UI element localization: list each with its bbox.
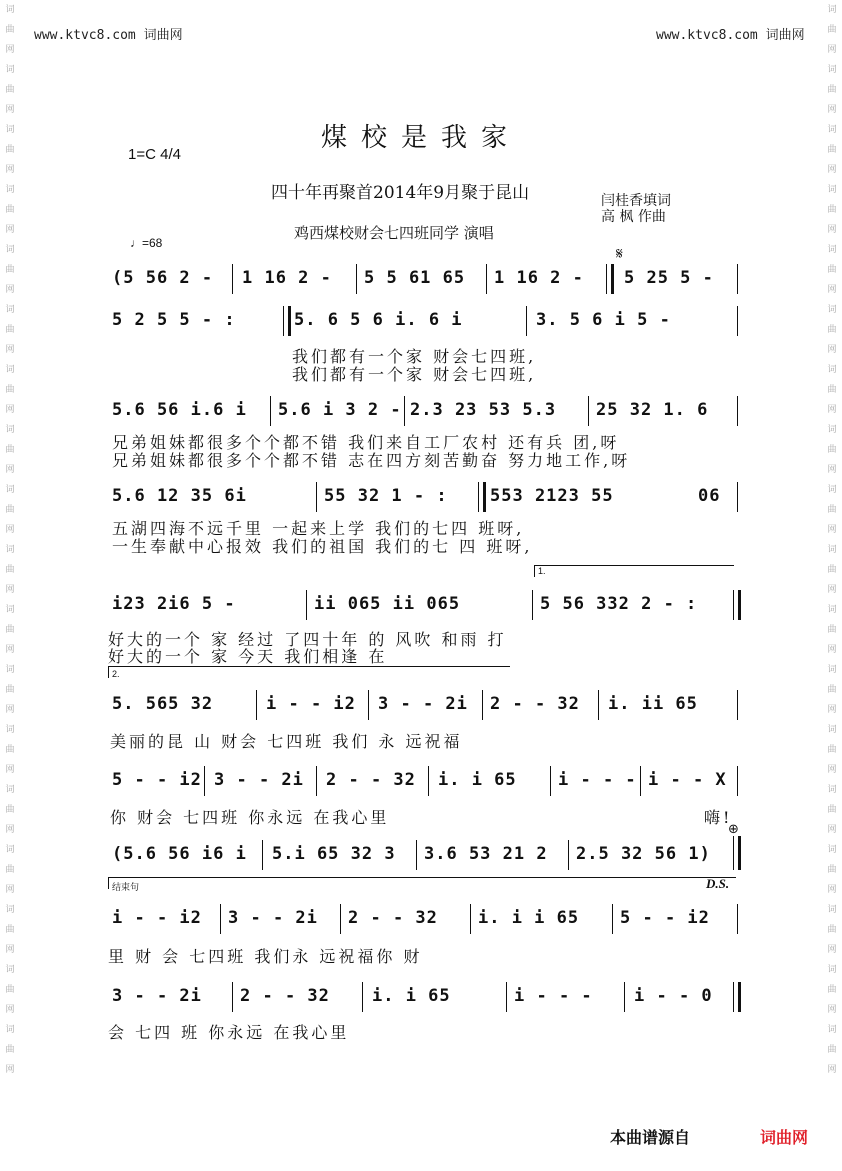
lyric-exclamation: 嗨! xyxy=(704,808,733,827)
final-barline xyxy=(733,836,741,870)
measure-note-group: i. i i 65 xyxy=(478,908,580,928)
measure-note-group: 5.i 65 32 3 xyxy=(272,844,396,864)
repeat-start-barline xyxy=(606,264,614,294)
site-url-left[interactable]: www.ktvc8.com 词曲网 xyxy=(34,28,183,43)
measure-note-group: i - - - xyxy=(558,770,637,790)
measure-note-group: 2 - - 32 xyxy=(326,770,416,790)
measure-note-group: i. ii 65 xyxy=(608,694,698,714)
barline xyxy=(482,690,483,720)
repeat-barline xyxy=(478,482,486,512)
measure-note-group: 2 - - 32 xyxy=(490,694,580,714)
barline xyxy=(316,482,317,512)
measure-note-group: i - - 0 xyxy=(634,986,713,1006)
measure-note-group: 5.6 12 35 6i xyxy=(112,486,247,506)
volta-bracket xyxy=(108,666,510,667)
right-margin-watermark: 词曲网词曲网词曲网词曲网词曲网词曲网词曲网词曲网词曲网词曲网词曲网词曲网词曲网词曲网词曲网词曲网词曲网词曲网 xyxy=(827,5,837,1075)
measure-note-group: 5 56 332 2 - : xyxy=(540,594,698,614)
measure-note-group: i - - - xyxy=(514,986,593,1006)
barline xyxy=(486,264,487,294)
lyric-line: 里 财 会 七四班 我们永 远祝福你 财 xyxy=(108,947,423,966)
measure-note-group: i - - X xyxy=(648,770,727,790)
barline xyxy=(232,982,233,1012)
barline xyxy=(270,396,271,426)
barline xyxy=(737,904,738,934)
lyric-line: 我们都有一个家 财会七四班, xyxy=(292,347,537,366)
barline xyxy=(737,690,738,720)
barline xyxy=(256,690,257,720)
barline xyxy=(262,840,263,870)
measure-note-group: 5 2 5 5 - : xyxy=(112,310,236,330)
repeat-barline xyxy=(283,306,291,336)
barline xyxy=(470,904,471,934)
measure-note-group: 5. 565 32 xyxy=(112,694,214,714)
measure-note-group: 3. 5 6 i 5 - xyxy=(536,310,671,330)
barline xyxy=(204,766,205,796)
barline xyxy=(506,982,507,1012)
measure-note-group: 2.3 23 53 5.3 xyxy=(410,400,557,420)
barline xyxy=(404,396,405,426)
barline xyxy=(232,264,233,294)
volta-label: 1. xyxy=(538,566,546,576)
measure-note-group: 3 - - 2i xyxy=(378,694,468,714)
volta-label: 2. xyxy=(112,669,120,679)
measure-note-group: 5.6 56 i.6 i xyxy=(112,400,247,420)
repeat-end-barline xyxy=(733,590,741,620)
measure-note-group: i23 2i6 5 - xyxy=(112,594,236,614)
measure-note-group: 2 - - 32 xyxy=(240,986,330,1006)
barline xyxy=(340,904,341,934)
volta-bracket-edge xyxy=(108,666,109,678)
measure-note-group: 2.5 32 56 1) xyxy=(576,844,711,864)
measure-note-group: 5 5 61 65 xyxy=(364,268,466,288)
barline xyxy=(737,482,738,512)
performer-credit: 鸡西煤校财会七四班同学 演唱 xyxy=(294,224,494,242)
lyricist-credit: 闫桂香填词 xyxy=(601,193,671,209)
barline xyxy=(624,982,625,1012)
barline xyxy=(737,766,738,796)
measure-note-group: 3 - - 2i xyxy=(228,908,318,928)
lyric-line: 美丽的昆 山 财会 七四班 我们 永 远祝福 xyxy=(110,732,463,751)
lyric-line: 好大的一个 家 今天 我们相逢 在 xyxy=(108,647,388,666)
barline xyxy=(316,766,317,796)
barline xyxy=(526,306,527,336)
lyric-line: 五湖四海不远千里 一起来上学 我们的七四 班呀, xyxy=(112,519,525,538)
lyric-line: 兄弟姐妹都很多个个都不错 志在四方刻苦勤奋 努力地工作,呀 xyxy=(112,451,631,470)
measure-note-group: 5 25 5 - xyxy=(624,268,714,288)
barline xyxy=(737,306,738,336)
lyric-line: 会 七四 班 你永远 在我心里 xyxy=(108,1023,350,1042)
measure-note-group: 55 32 1 - : xyxy=(324,486,448,506)
lyric-line: 好大的一个 家 经过 了四十年 的 风吹 和雨 打 xyxy=(108,630,507,649)
lyric-line: 我们都有一个家 财会七四班, xyxy=(292,365,537,384)
volta-bracket-edge xyxy=(534,565,535,577)
volta-bracket xyxy=(534,565,734,566)
measure-note-group: 553 2123 55 xyxy=(490,486,614,506)
measure-note-group: i. i 65 xyxy=(372,986,451,1006)
barline xyxy=(356,264,357,294)
segno-icon: 𝄋 xyxy=(616,244,623,263)
left-margin-watermark: 词曲网词曲网词曲网词曲网词曲网词曲网词曲网词曲网词曲网词曲网词曲网词曲网词曲网词曲网词曲网词曲网词曲网词曲网 xyxy=(5,5,15,1075)
measure-note-group: 5. 6 5 6 i. 6 i xyxy=(294,310,463,330)
ending-bracket-edge xyxy=(108,877,109,889)
measure-note-group: 06 xyxy=(698,486,721,506)
barline xyxy=(737,396,738,426)
measure-note-group: ii 065 ii 065 xyxy=(314,594,461,614)
barline xyxy=(368,690,369,720)
measure-note-group: 5 - - i2 xyxy=(112,770,202,790)
ending-bracket xyxy=(108,877,736,878)
measure-note-group: (5.6 56 i6 i xyxy=(112,844,247,864)
measure-note-group: 5 - - i2 xyxy=(620,908,710,928)
measure-note-group: 25 32 1. 6 xyxy=(596,400,709,420)
barline xyxy=(416,840,417,870)
measure-note-group: 2 - - 32 xyxy=(348,908,438,928)
barline xyxy=(220,904,221,934)
lyric-line: 你 财会 七四班 你永远 在我心里 xyxy=(110,808,390,827)
barline xyxy=(588,396,589,426)
measure-note-group: 3 - - 2i xyxy=(112,986,202,1006)
barline xyxy=(550,766,551,796)
measure-note-group: 1 16 2 - xyxy=(494,268,584,288)
coda-icon: ⊕ xyxy=(728,822,739,837)
measure-note-group: (5 56 2 - xyxy=(112,268,214,288)
final-barline xyxy=(733,982,741,1012)
measure-note-group: 1 16 2 - xyxy=(242,268,332,288)
lyric-line: 兄弟姐妹都很多个个都不错 我们来自工厂农村 还有兵 团,呀 xyxy=(112,433,620,452)
barline xyxy=(306,590,307,620)
source-label: 本曲谱源自 xyxy=(610,1128,691,1147)
song-title: 煤校是我家 xyxy=(320,123,521,153)
barline xyxy=(568,840,569,870)
lyric-line: 一生奉献中心报效 我们的祖国 我们的七 四 班呀, xyxy=(112,537,533,556)
source-brand-link[interactable]: 词曲网 xyxy=(760,1128,809,1147)
composer-credit: 高 枫 作曲 xyxy=(601,209,666,225)
barline xyxy=(640,766,641,796)
measure-note-group: 3.6 53 21 2 xyxy=(424,844,548,864)
barline xyxy=(362,982,363,1012)
measure-note-group: i. i 65 xyxy=(438,770,517,790)
barline xyxy=(598,690,599,720)
measure-note-group: 3 - - 2i xyxy=(214,770,304,790)
measure-note-group: i - - i2 xyxy=(266,694,356,714)
barline xyxy=(428,766,429,796)
barline xyxy=(737,264,738,294)
key-signature: 1=C 4/4 xyxy=(128,146,181,163)
song-subtitle: 四十年再聚首2014年9月聚于昆山 xyxy=(271,183,530,203)
site-url-right[interactable]: www.ktvc8.com 词曲网 xyxy=(656,28,805,43)
barline xyxy=(532,590,533,620)
measure-note-group: i - - i2 xyxy=(112,908,202,928)
barline xyxy=(612,904,613,934)
ending-label: 结束句 xyxy=(112,882,140,892)
ds-marking: D.S. xyxy=(706,876,730,891)
tempo-marking: ♩=68 xyxy=(130,236,163,250)
measure-note-group: 5.6 i 3 2 - xyxy=(278,400,402,420)
